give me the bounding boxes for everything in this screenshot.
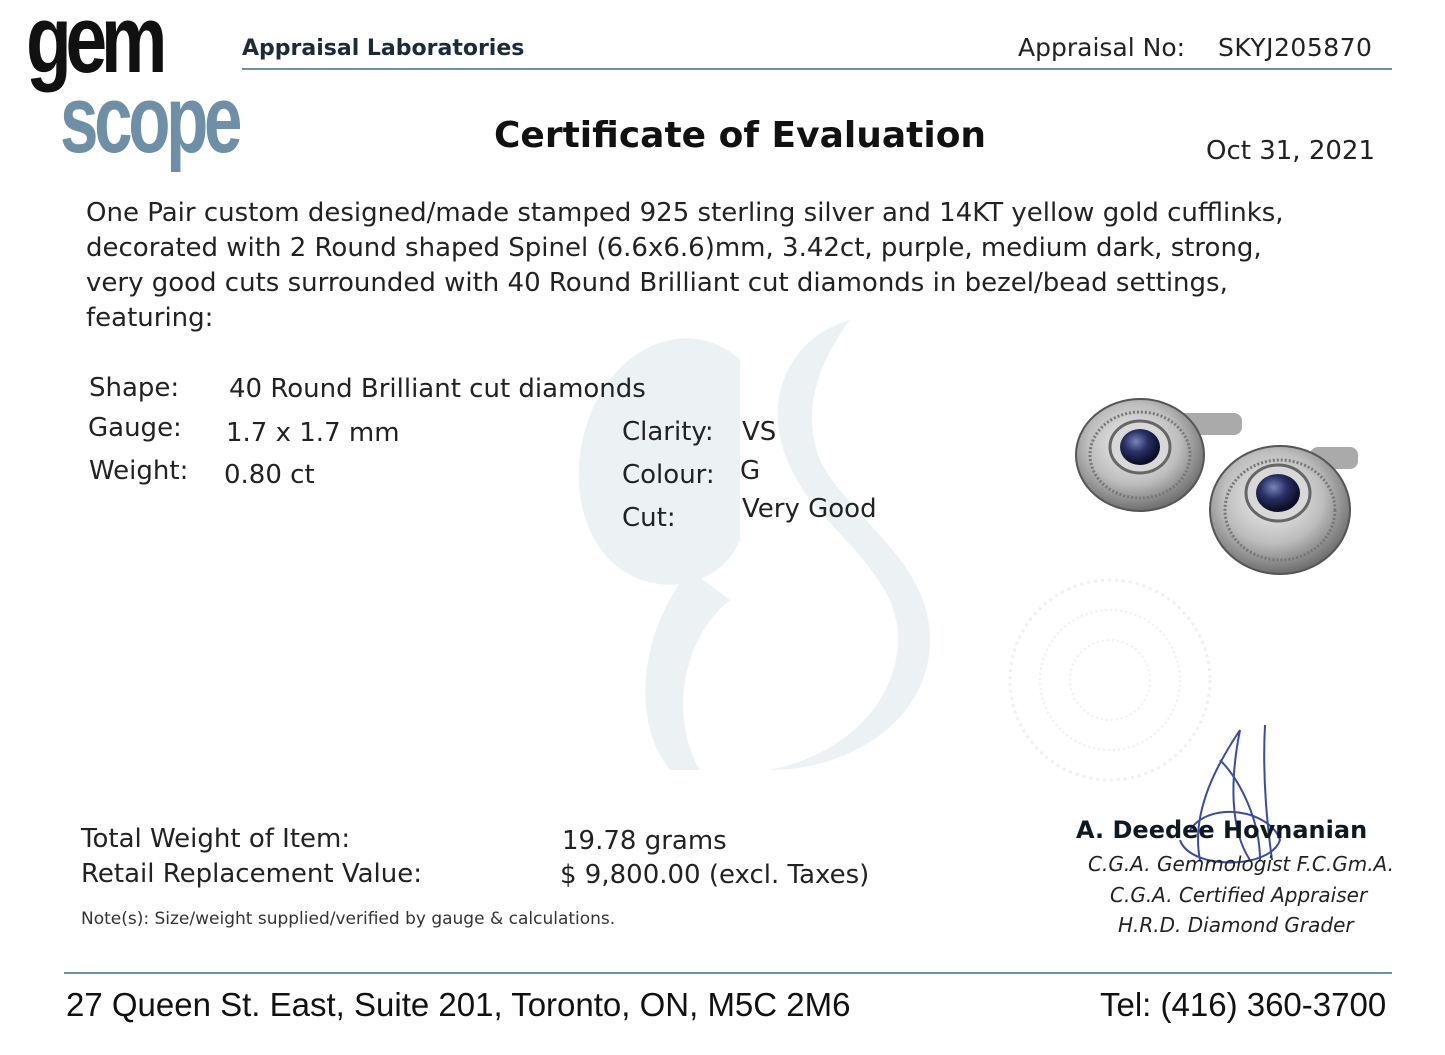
description-line: decorated with 2 Round shaped Spinel (6.6x6.6)mm, 3.42ct, purple, medium dark, strong, [86,233,1262,263]
page-title: Certificate of Evaluation [494,115,987,156]
colour-label: Colour: [622,460,715,490]
appraiser-credential: C.G.A. Gemmologist F.C.Gm.A. [1088,852,1394,876]
description-line: very good cuts surrounded with 40 Round Brilliant cut diamonds in bezel/bead settings, [86,268,1228,298]
certificate-date: Oct 31, 2021 [1206,136,1375,166]
colour-value: G [740,456,761,486]
signature-icon [1130,720,1310,870]
lab-name: Appraisal Laboratories [242,36,525,61]
shape-label: Shape: [89,373,180,403]
note: Note(s): Size/weight supplied/verified by gauge & calculations. [81,909,616,929]
watermark-gs-icon [520,300,940,780]
telephone: Tel: (416) 360-3700 [1100,986,1387,1023]
description-line: featuring: [86,303,214,333]
total-weight-label: Total Weight of Item: [81,824,351,854]
weight-value: 0.80 ct [224,460,315,490]
shape-value: 40 Round Brilliant cut diamonds [229,374,646,404]
appraiser-credential: H.R.D. Diamond Grader [1118,913,1354,937]
gauge-value: 1.7 x 1.7 mm [226,418,400,448]
retail-value: $ 9,800.00 (excl. Taxes) [560,860,870,890]
weight-label: Weight: [89,456,189,486]
description-line: One Pair custom designed/made stamped 925 sterling silver and 14KT yellow gold cufflinks, [86,198,1284,228]
cut-value: Very Good [742,494,877,524]
clarity-value: VS [742,417,777,447]
footer-rule [64,972,1392,974]
retail-value-label: Retail Replacement Value: [81,859,422,889]
appraiser-credential: C.G.A. Certified Appraiser [1110,883,1368,907]
header-rule [242,68,1392,70]
cufflinks-photo [1060,385,1380,605]
appraisal-number-label: Appraisal No: [1018,33,1186,62]
address: 27 Queen St. East, Suite 201, Toronto, ON, M5C 2M6 [66,986,851,1023]
clarity-label: Clarity: [622,417,714,447]
appraisal-number: SKYJ205870 [1218,33,1373,62]
total-weight-value: 19.78 grams [562,826,727,856]
logo-gem: gem [26,0,162,93]
appraiser-name: A. Deedee Hovnanian [1076,816,1368,844]
logo-scope: scope [60,66,239,173]
gauge-label: Gauge: [88,413,182,443]
item-description [86,196,1284,336]
cut-label: Cut: [622,503,676,533]
